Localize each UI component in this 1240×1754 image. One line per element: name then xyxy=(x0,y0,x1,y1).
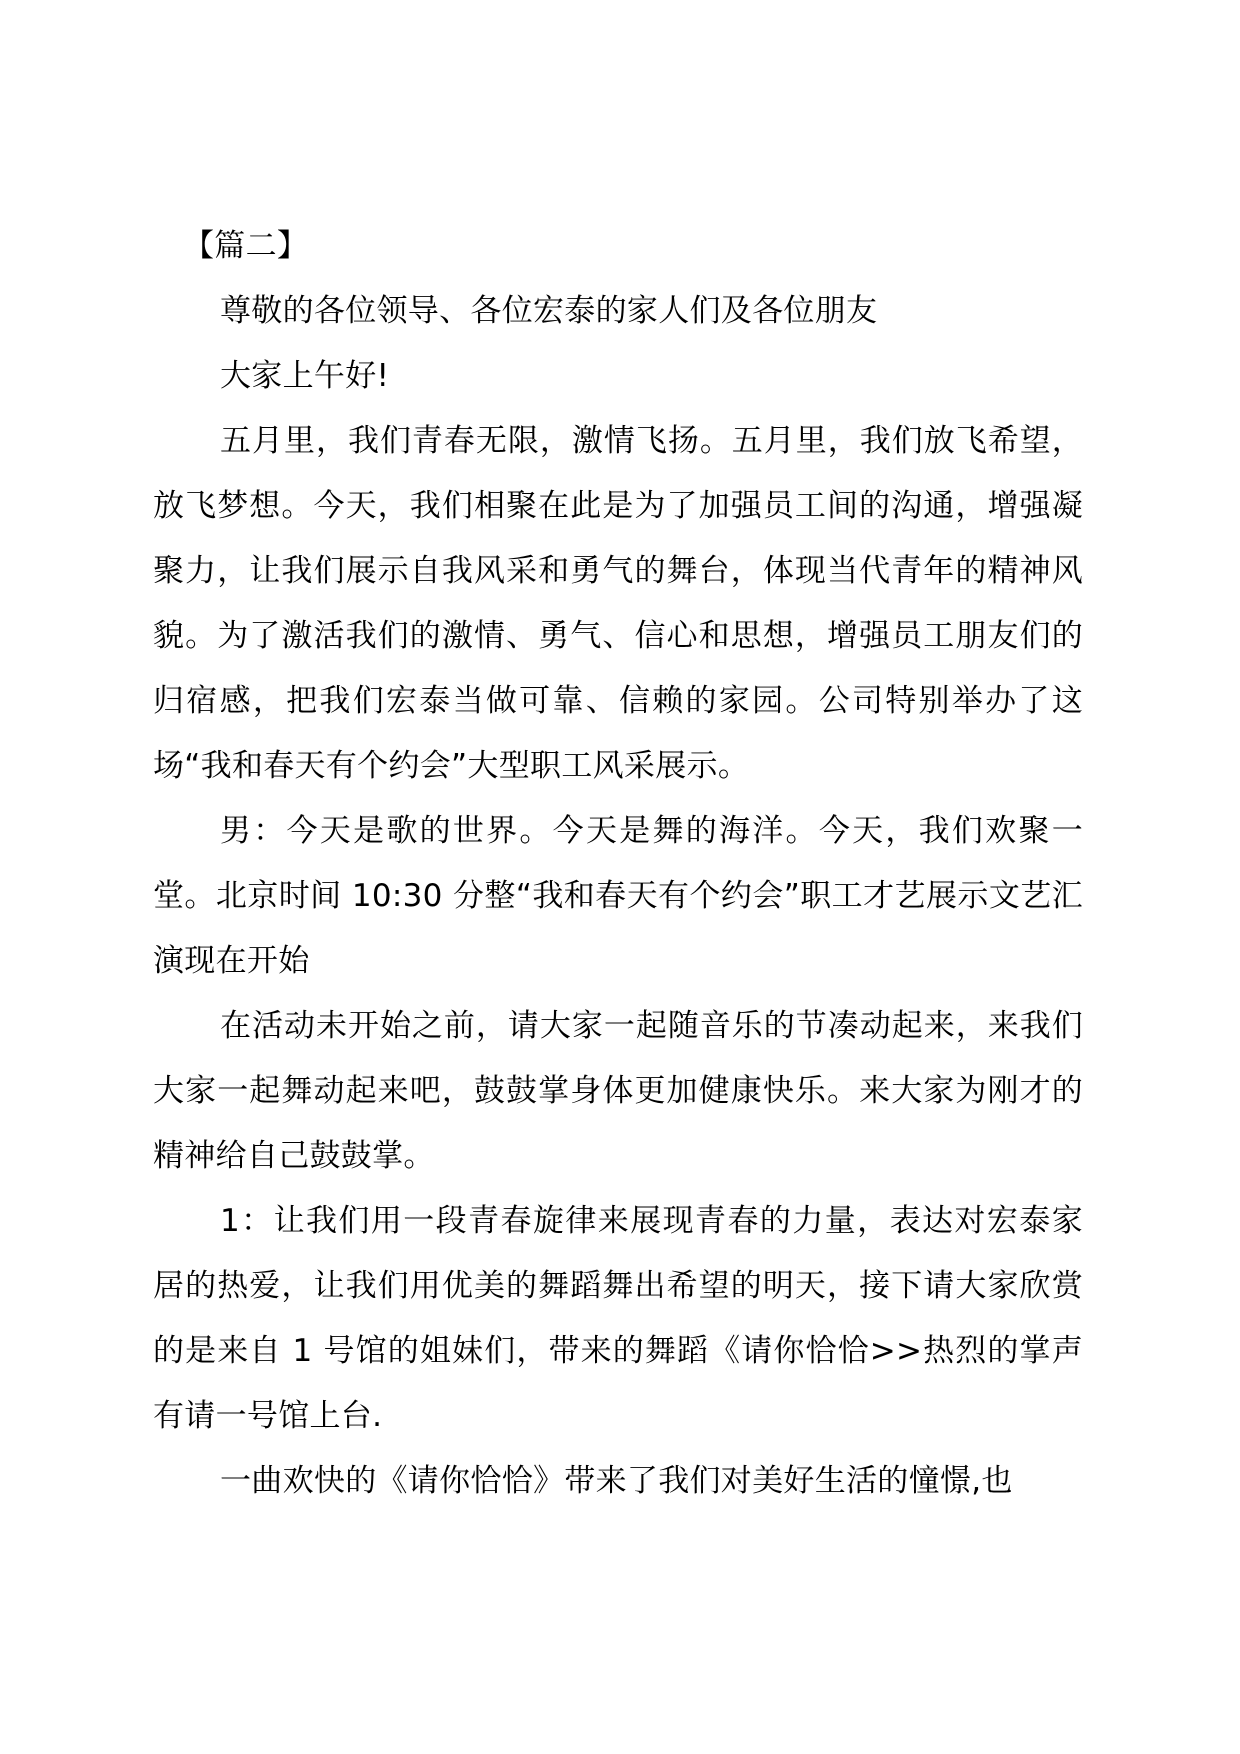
salutation-line: 大家上午好! xyxy=(220,358,390,394)
paragraph-opening: 五月里，我们青春无限，激情飞扬。五月里，我们放飞希望，放飞梦想。今天，我们相聚在此是为了加强员工间的沟通，增强凝聚力，让我们展示自我风采和勇气的舞台，体现当代青年的精神风貌。为了激活我们的激情、勇气、信心和思想，增强员工朋友们的归宿感，把我们宏泰当做可靠、信赖的家园。公司特别举办了这场“我和春天有个约会”大型职工风采展示。 xyxy=(153,423,1083,784)
document-body xyxy=(153,214,1083,1514)
section-title: 【篇二】 xyxy=(183,228,309,264)
paragraph-closing-fragment: 一曲欢快的《请你恰恰》带来了我们对美好生活的憧憬,也 xyxy=(220,1463,1013,1499)
paragraph-first-act: 1：让我们用一段青春旋律来展现青春的力量，表达对宏泰家居的热爱，让我们用优美的舞蹈舞出希望的明天，接下请大家欣赏的是来自 1 号馆的姐妹们，带来的舞蹈《请你恰恰>>热烈的掌声有请一号馆上台. xyxy=(153,1203,1083,1434)
greeting-line: 尊敬的各位领导、各位宏泰的家人们及各位朋友 xyxy=(220,293,878,329)
paragraph-warmup: 在活动未开始之前，请大家一起随音乐的节凑动起来，来我们大家一起舞动起来吧，鼓鼓掌身体更加健康快乐。来大家为刚才的精神给自己鼓鼓掌。 xyxy=(153,1008,1083,1174)
paragraph-male-host: 男：今天是歌的世界。今天是舞的海洋。今天，我们欢聚一堂。北京时间 10:30 分整“我和春天有个约会”职工才艺展示文艺汇演现在开始 xyxy=(153,813,1083,979)
